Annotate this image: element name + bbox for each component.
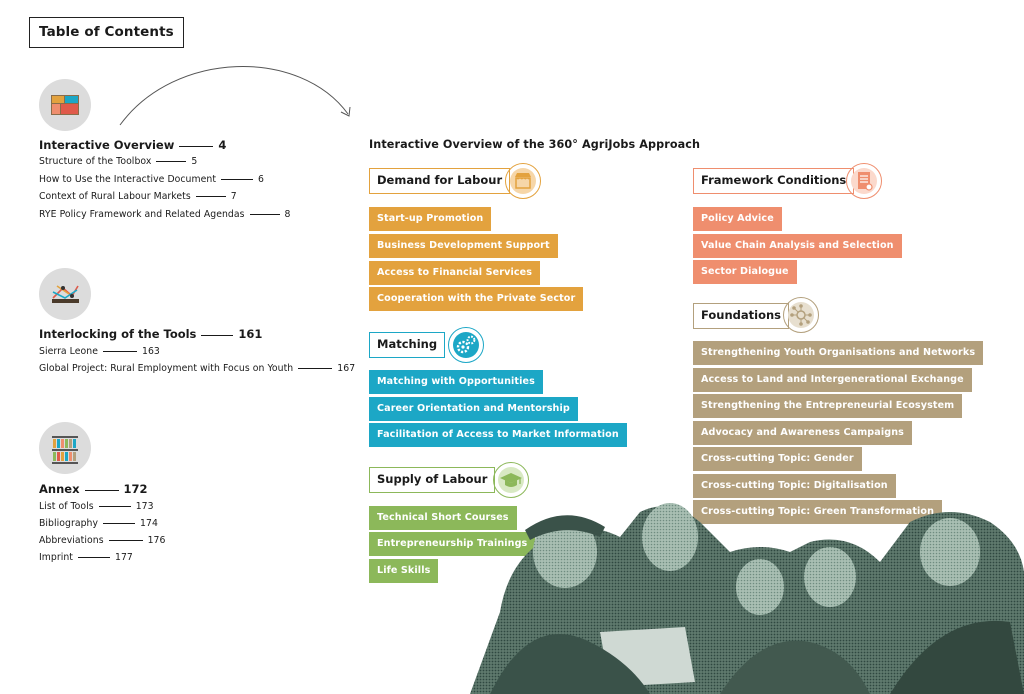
tool-tag[interactable]: Cross-cutting Topic: Gender: [693, 447, 862, 471]
toc-entry[interactable]: Imprint 177: [39, 552, 133, 563]
tool-tag[interactable]: Business Development Support: [369, 234, 558, 258]
section-overview-title[interactable]: Interactive Overview 4: [39, 138, 227, 152]
toc-entry[interactable]: Abbreviations 176: [39, 535, 166, 546]
curved-arrow-icon: [115, 60, 360, 132]
toc-entry[interactable]: Bibliography 174: [39, 518, 158, 529]
toc-entry[interactable]: Global Project: Rural Employment with Focus on Youth 167: [39, 363, 356, 374]
section-interlocking-title[interactable]: Interlocking of the Tools 161: [39, 327, 263, 341]
section-annex-title[interactable]: Annex 172: [39, 482, 148, 496]
interlocking-thumbnail-icon[interactable]: [39, 268, 91, 320]
overview-thumbnail-icon[interactable]: [39, 79, 91, 131]
tool-tag[interactable]: Cooperation with the Private Sector: [369, 287, 583, 311]
tool-tag[interactable]: Policy Advice: [693, 207, 782, 231]
tool-tag[interactable]: Cross-cutting Topic: Green Transformation: [693, 500, 942, 524]
tool-tag[interactable]: Technical Short Courses: [369, 506, 517, 530]
tool-tag[interactable]: Matching with Opportunities: [369, 370, 543, 394]
tool-tag[interactable]: Career Orientation and Mentorship: [369, 397, 578, 421]
toc-entry[interactable]: Context of Rural Labour Markets 7: [39, 191, 237, 202]
tool-tag[interactable]: Life Skills: [369, 559, 438, 583]
toc-title: Table of Contents: [29, 17, 184, 48]
category-supply-of-labour[interactable]: Supply of Labour: [369, 467, 495, 493]
document-icon: [846, 163, 882, 199]
network-people-icon: [783, 297, 819, 333]
category-framework-conditions[interactable]: Framework Conditions: [693, 168, 854, 194]
annex-thumbnail-icon[interactable]: [39, 422, 91, 474]
category-demand-for-labour[interactable]: Demand for Labour: [369, 168, 510, 194]
tool-tag[interactable]: Entrepreneurship Trainings: [369, 532, 535, 556]
tool-tag[interactable]: Strengthening the Entrepreneurial Ecosystem: [693, 394, 962, 418]
tool-tag[interactable]: Sector Dialogue: [693, 260, 797, 284]
toc-entry[interactable]: RYE Policy Framework and Related Agendas 8: [39, 209, 291, 220]
tool-tag[interactable]: Facilitation of Access to Market Information: [369, 423, 627, 447]
toc-entry[interactable]: List of Tools 173: [39, 501, 154, 512]
toc-entry[interactable]: Sierra Leone 163: [39, 346, 160, 357]
tool-tag[interactable]: Value Chain Analysis and Selection: [693, 234, 902, 258]
category-matching[interactable]: Matching: [369, 332, 445, 358]
tool-tag[interactable]: Advocacy and Awareness Campaigns: [693, 421, 912, 445]
market-stall-icon: [505, 163, 541, 199]
tool-tag[interactable]: Cross-cutting Topic: Digitalisation: [693, 474, 896, 498]
toc-entry[interactable]: Structure of the Toolbox 5: [39, 156, 198, 167]
gears-icon: [448, 327, 484, 363]
tool-tag[interactable]: Strengthening Youth Organisations and Networks: [693, 341, 983, 365]
toc-entry[interactable]: How to Use the Interactive Document 6: [39, 174, 264, 185]
tool-tag[interactable]: Start-up Promotion: [369, 207, 491, 231]
category-foundations[interactable]: Foundations: [693, 303, 789, 329]
tool-tag[interactable]: Access to Financial Services: [369, 261, 540, 285]
youth-group-photo: [470, 492, 1024, 694]
overview-heading: Interactive Overview of the 360° AgriJobs Approach: [369, 138, 701, 151]
tool-tag[interactable]: Access to Land and Intergenerational Exchange: [693, 368, 972, 392]
